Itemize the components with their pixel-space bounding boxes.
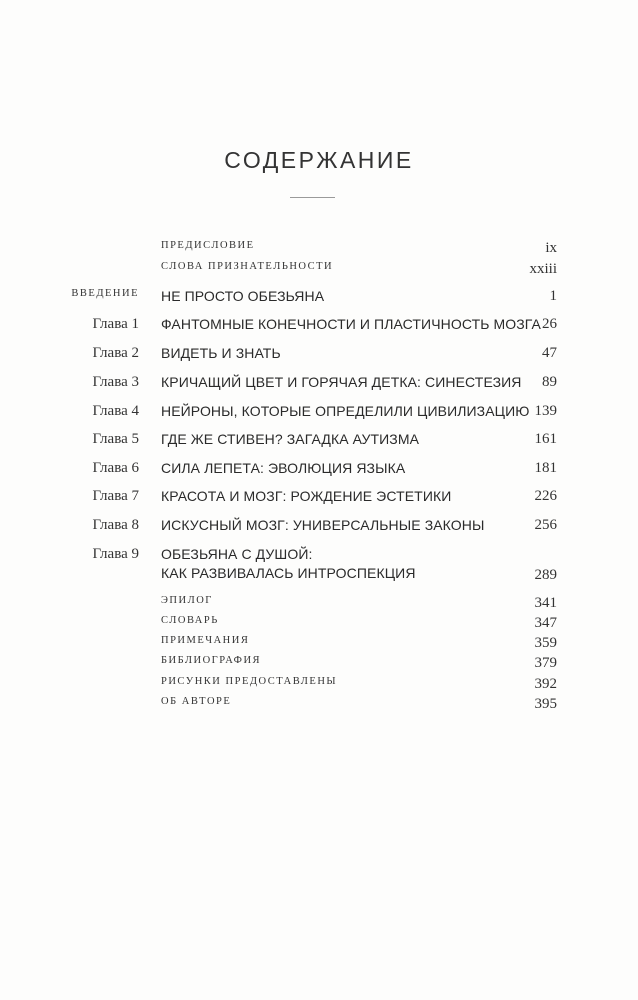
entry-label: Глава 6	[92, 460, 139, 476]
entry-page: 392	[534, 676, 557, 692]
entry-label: Глава 9	[92, 546, 139, 562]
entry-page: 341	[534, 595, 557, 611]
entry-page: 161	[534, 431, 557, 447]
entry-page: 347	[534, 615, 557, 631]
entry-title: КРИЧАЩИЙ ЦВЕТ И ГОРЯЧАЯ ДЕТКА: СИНЕСТЕЗИЯ	[161, 374, 522, 390]
entry-title: ПРИМЕЧАНИЯ	[161, 635, 250, 646]
entry-title: НЕ ПРОСТО ОБЕЗЬЯНА	[161, 288, 325, 304]
entry-label: Глава 3	[92, 374, 139, 390]
entry-page: 181	[534, 460, 557, 476]
entry-page: xxiii	[529, 261, 557, 277]
entry-label: Глава 2	[92, 345, 139, 361]
entry-label: Глава 1	[92, 316, 139, 332]
entry-label: Глава 4	[92, 403, 139, 419]
entry-title: СИЛА ЛЕПЕТА: ЭВОЛЮЦИЯ ЯЗЫКА	[161, 460, 406, 476]
entry-page: 289	[534, 567, 557, 583]
entry-title: СЛОВА ПРИЗНАТЕЛЬНОСТИ	[161, 261, 334, 272]
entry-label: Глава 7	[92, 488, 139, 504]
entry-label: Глава 5	[92, 431, 139, 447]
entry-label: Глава 8	[92, 517, 139, 533]
entry-title: ГДЕ ЖЕ СТИВЕН? ЗАГАДКА АУТИЗМА	[161, 431, 420, 447]
entry-title: РИСУНКИ ПРЕДОСТАВЛЕНЫ	[161, 676, 338, 687]
entry-title: ЭПИЛОГ	[161, 595, 213, 606]
entry-page: 379	[534, 655, 557, 671]
entry-title: ФАНТОМНЫЕ КОНЕЧНОСТИ И ПЛАСТИЧНОСТЬ МОЗГА	[161, 316, 541, 332]
entry-page: 26	[542, 316, 557, 332]
page-title: СОДЕРЖАНИЕ	[224, 147, 414, 173]
entry-page: ix	[545, 240, 557, 256]
entry-page: 226	[534, 488, 557, 504]
entry-title-line-1: ОБЕЗЬЯНА С ДУШОЙ:	[161, 546, 313, 562]
entry-title: ВИДЕТЬ И ЗНАТЬ	[161, 345, 281, 361]
title-divider	[290, 197, 335, 198]
entry-title: ОБ АВТОРЕ	[161, 696, 232, 707]
entry-title: ИСКУСНЫЙ МОЗГ: УНИВЕРСАЛЬНЫЕ ЗАКОНЫ	[161, 517, 485, 533]
entry-page: 47	[542, 345, 557, 361]
entry-page: 256	[534, 517, 557, 533]
entry-page: 89	[542, 374, 557, 390]
entry-title-line-2: КАК РАЗВИВАЛАСЬ ИНТРОСПЕКЦИЯ	[161, 565, 416, 581]
entry-title: НЕЙРОНЫ, КОТОРЫЕ ОПРЕДЕЛИЛИ ЦИВИЛИЗАЦИЮ	[161, 403, 530, 419]
entry-page: 395	[534, 696, 557, 712]
entry-title	[161, 546, 416, 581]
entry-title: ПРЕДИСЛОВИЕ	[161, 240, 255, 251]
entry-title: БИБЛИОГРАФИЯ	[161, 655, 262, 666]
entry-label: ВВЕДЕНИЕ	[71, 288, 139, 299]
entry-page: 139	[534, 403, 557, 419]
entry-page: 359	[534, 635, 557, 651]
entry-title: СЛОВАРЬ	[161, 615, 219, 626]
entry-title: КРАСОТА И МОЗГ: РОЖДЕНИЕ ЭСТЕТИКИ	[161, 488, 452, 504]
entry-page: 1	[549, 288, 557, 304]
